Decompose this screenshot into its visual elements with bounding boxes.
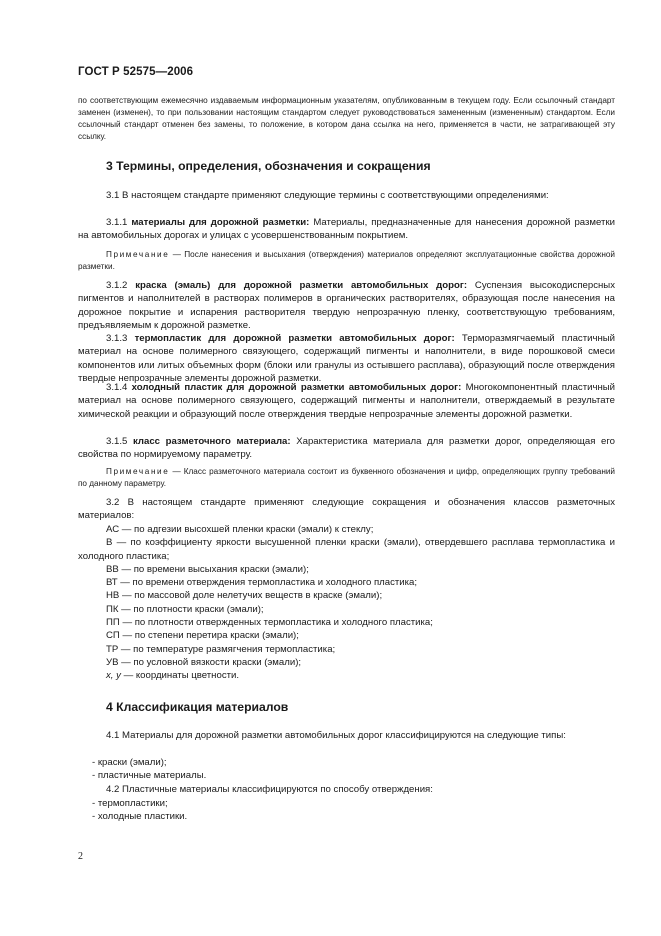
list-item: В — по коэффициенту яркости высушенной пленки краски (эмали), отвердевшего расплава термопластика и холодного пластика; <box>78 537 615 562</box>
note-text: — После нанесения и высыхания (отверждения) материалов определяют эксплуатационные свойства дорожной разметки. <box>78 250 615 271</box>
term-definition: Характеристика материала для разметки дорог, определяющая его свойства по нормируемому параметру. <box>78 436 615 461</box>
list-item: УВ — по условной вязкости краски (эмали); <box>106 656 302 668</box>
term-number: 3.1.2 <box>106 280 128 291</box>
term-name: термопластик для дорожной разметки автомобильных дорог: <box>134 333 455 344</box>
note-text: — Класс разметочного материала состоит из буквенного обозначения и цифр, определяющих группу требований по данному параметру. <box>78 467 616 488</box>
term-definition: Материалы, предназначенные для нанесения дорожной разметки на автомобильных дорогах и улицах с усовершенствованным покрытием. <box>78 217 615 242</box>
term-3-1-3 <box>78 332 615 385</box>
term-name: класс разметочного материала: <box>132 436 291 447</box>
section-4-title: 4 Классификация материалов <box>106 700 289 714</box>
term-definition: Терморазмягчаемый пластичный материал на основе полимерного связующего, содержащий пигменты и наполнители, в виде порошковой смеси компонентов или литых объемных форм (блоки или гранулы из остывшего расплава), образующий после отверждения твердые непрозрачные элементы дорожной разметки. <box>78 333 616 384</box>
list-item: ПК — по плотности краски (эмали); <box>106 603 264 615</box>
term-definition: Многокомпонентный пластичный материал на основе полимерного связующего, содержащий пигменты и наполнители, отверждаемый в результате химической реакции и образующий после отверждения твердые непрозрачные элементы дорожной разметки. <box>78 382 615 420</box>
paragraph-3-2: 3.2 В настоящем стандарте применяют следующие сокращения и обозначения классов разметочных материалов: <box>78 497 615 522</box>
term-number: 3.1.3 <box>106 333 128 344</box>
note-label: Примечание <box>106 250 170 259</box>
cure-types-list <box>78 797 615 824</box>
section-3-title: 3 Термины, определения, обозначения и сокращения <box>106 159 431 173</box>
abbreviation-list <box>78 523 615 683</box>
term-name: краска (эмаль) для дорожной разметки автомобильных дорог: <box>135 280 468 291</box>
paragraph-3-1: 3.1 В настоящем стандарте применяют следующие термины с соответствующими определениями: <box>106 190 549 201</box>
term-3-1-2 <box>78 279 615 332</box>
list-item: АС — по адгезии высохшей пленки краски (эмали) к стеклу; <box>106 524 374 535</box>
list-item: - холодные пластики. <box>92 811 188 823</box>
coordinate-symbols: x, y <box>106 670 121 682</box>
list-item <box>78 669 615 682</box>
document-code: ГОСТ Р 52575—2006 <box>78 66 194 78</box>
list-item: - термопластики; <box>92 798 168 809</box>
intro-paragraph: по соответствующим ежемесячно издаваемым информационным указателям, опубликованным в текущем году. Если ссылочный стандарт заменен (изменен), то при пользовании настоящим стандартом следует руководствоваться замененным (измененным) стандартом. Если ссылочный стандарт отменен без замены, то положение, в котором дана ссылка на него, применяется в части, не затрагивающей эту ссылку. <box>78 96 615 141</box>
term-definition: Суспензия высокодисперсных пигментов и наполнителей в растворах полимеров в органических растворителях, образующая после нанесения на дорожное покрытие и испарения растворителя твердую непрозрачную пленку, соответствующую требованиям, предъявляемым к дорожной разметке. <box>78 280 615 331</box>
paragraph-4-1: 4.1 Материалы для дорожной разметки автомобильных дорог классифицируются на следующие типы: <box>106 730 566 741</box>
coordinate-text: — координаты цветности. <box>120 670 240 682</box>
term-3-1-4 <box>78 381 615 421</box>
list-item: НВ — по массовой доле нелетучих веществ в краске (эмали); <box>106 590 383 602</box>
note-label: Примечание <box>106 467 170 476</box>
list-item: СП — по степени перетира краски (эмали); <box>106 630 299 642</box>
paragraph-4-2: 4.2 Пластичные материалы классифицируются по способу отверждения: <box>106 784 433 795</box>
term-name: холодный пластик для дорожной разметки автомобильных дорог: <box>131 382 462 393</box>
term-name: материалы для дорожной разметки: <box>131 217 310 228</box>
list-item: ПП — по плотности отвержденных термопластика и холодного пластика; <box>106 617 433 629</box>
list-item: ТР — по температуре размягчения термопластика; <box>106 643 336 655</box>
note-1 <box>78 249 615 273</box>
list-item: ВВ — по времени высыхания краски (эмали); <box>106 563 309 575</box>
material-types-list <box>78 756 615 783</box>
term-number: 3.1.4 <box>106 382 128 393</box>
term-3-1-5 <box>78 435 615 462</box>
list-item: - пластичные материалы. <box>92 770 207 782</box>
note-2 <box>78 466 615 490</box>
list-item: - краски (эмали); <box>92 757 167 768</box>
term-number: 3.1.1 <box>106 217 128 228</box>
term-number: 3.1.5 <box>106 436 128 447</box>
list-item: ВТ — по времени отверждения термопластика и холодного пластика; <box>106 577 418 589</box>
term-3-1-1 <box>78 216 615 243</box>
page-number: 2 <box>78 851 83 862</box>
